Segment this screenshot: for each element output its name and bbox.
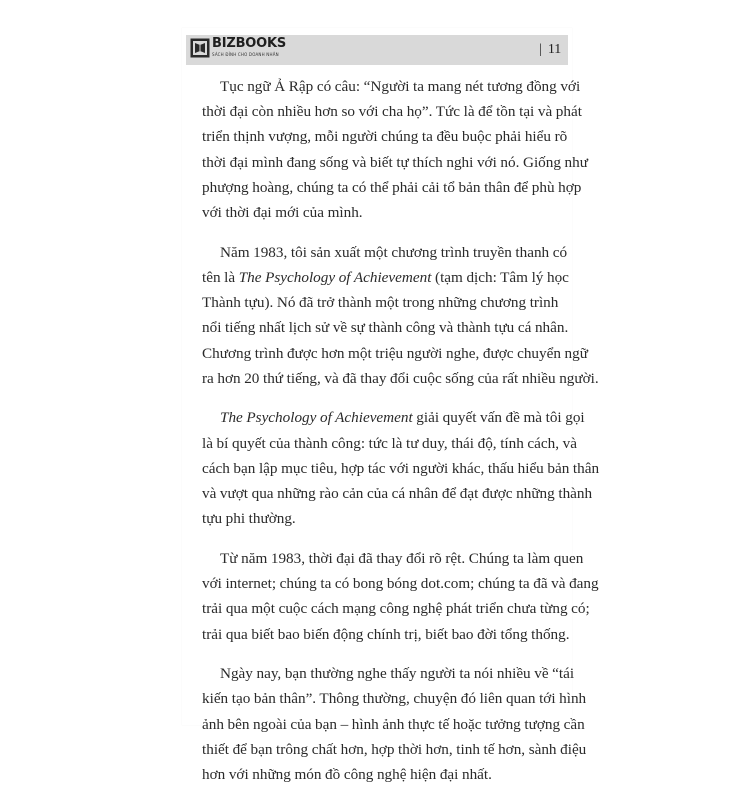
text-line: Ngày nay, bạn thường nghe thấy người ta nói nhiều về “tái [220,665,575,683]
paragraph [202,405,600,531]
body-text [202,74,600,787]
book-title: The Psychology of Achievement [238,268,432,286]
paragraph [202,240,599,391]
text-line: với internet; chúng ta có bong bóng dot.com; chúng ta đã và đang [202,575,599,593]
text-line: thiết để bạn trông chất hơn, hợp thời hơn, tinh tế hơn, sành điệu [202,740,587,758]
text-run: giải quyết vấn đề mà tôi gọi [412,409,585,427]
text-line: Chương trình được hơn một triệu người nghe, được chuyển ngữ [202,344,588,362]
book-title: The Psychology of Achievement [220,409,413,427]
text-line: nổi tiếng nhất lịch sử về sự thành công và thành tựu cá nhân. [202,319,569,337]
text-line: cách bạn lập mục tiêu, hợp tác với người khác, thấu hiểu bản thân [202,459,600,477]
text-line: thời đại mình đang sống và biết tự thích nghi với nó. Giống như [202,153,588,171]
text-line: phượng hoàng, chúng ta có thể phải cải tổ bản thân để phù hợp [202,178,582,196]
paragraph [202,661,587,787]
text-line [202,405,585,430]
text-line: Thành tựu). Nó đã trở thành một trong những chương trình [202,294,559,312]
text-line: hơn với những món đồ công nghệ hiện đại nhất. [202,766,492,784]
text-line: ra hơn 20 thứ tiếng, và đã thay đổi cuộc sống của rất nhiều người. [202,369,599,387]
text-line: với thời đại mới của mình. [202,204,363,222]
text-run: tên là [202,268,239,286]
text-line: tựu phi thường. [202,510,296,528]
book-logo-icon [190,38,210,58]
text-line [202,265,569,290]
text-line: Từ năm 1983, thời đại đã thay đổi rõ rệt. Chúng ta làm quen [220,549,584,567]
page-number-separator: | [539,42,542,57]
brand-tagline: SÁCH ĐỈNH CHO DOANH NHÂN [212,52,279,57]
text-line: Năm 1983, tôi sản xuất một chương trình truyền thanh có [220,243,568,261]
text-line: và vượt qua những rào cản của cá nhân để đạt được những thành [202,485,593,503]
paragraph [202,74,588,225]
publisher-logo [190,36,287,61]
text-line: là bí quyết của thành công: tức là tư duy, thái độ, tính cách, và [202,434,577,452]
text-run: (tạm dịch: Tâm lý học [431,268,569,286]
page-number-area [539,41,561,59]
brand-name: BIZBOOKS [212,36,287,51]
text-line: triển thịnh vượng, mỗi người chúng ta đều buộc phải hiểu rõ [202,128,568,146]
text-line: kiến tạo bản thân”. Thông thường, chuyện đó liên quan tới hình [202,690,587,708]
text-line: trải qua biết bao biến động chính trị, biết bao đời tổng thống. [202,625,570,643]
text-line: ảnh bên ngoài của bạn – hình ảnh thực tế hoặc tưởng tượng cần [202,715,585,733]
paragraph [202,546,599,647]
page-number: 11 [547,42,562,57]
text-line: Tục ngữ Ả Rập có câu: “Người ta mang nét tương đồng với [220,78,581,95]
text-line: trải qua một cuộc cách mạng công nghệ phát triển chưa từng có; [202,600,590,618]
text-line: thời đại còn nhiều hơn so với cha họ”. Tức là để tồn tại và phát [202,103,582,121]
